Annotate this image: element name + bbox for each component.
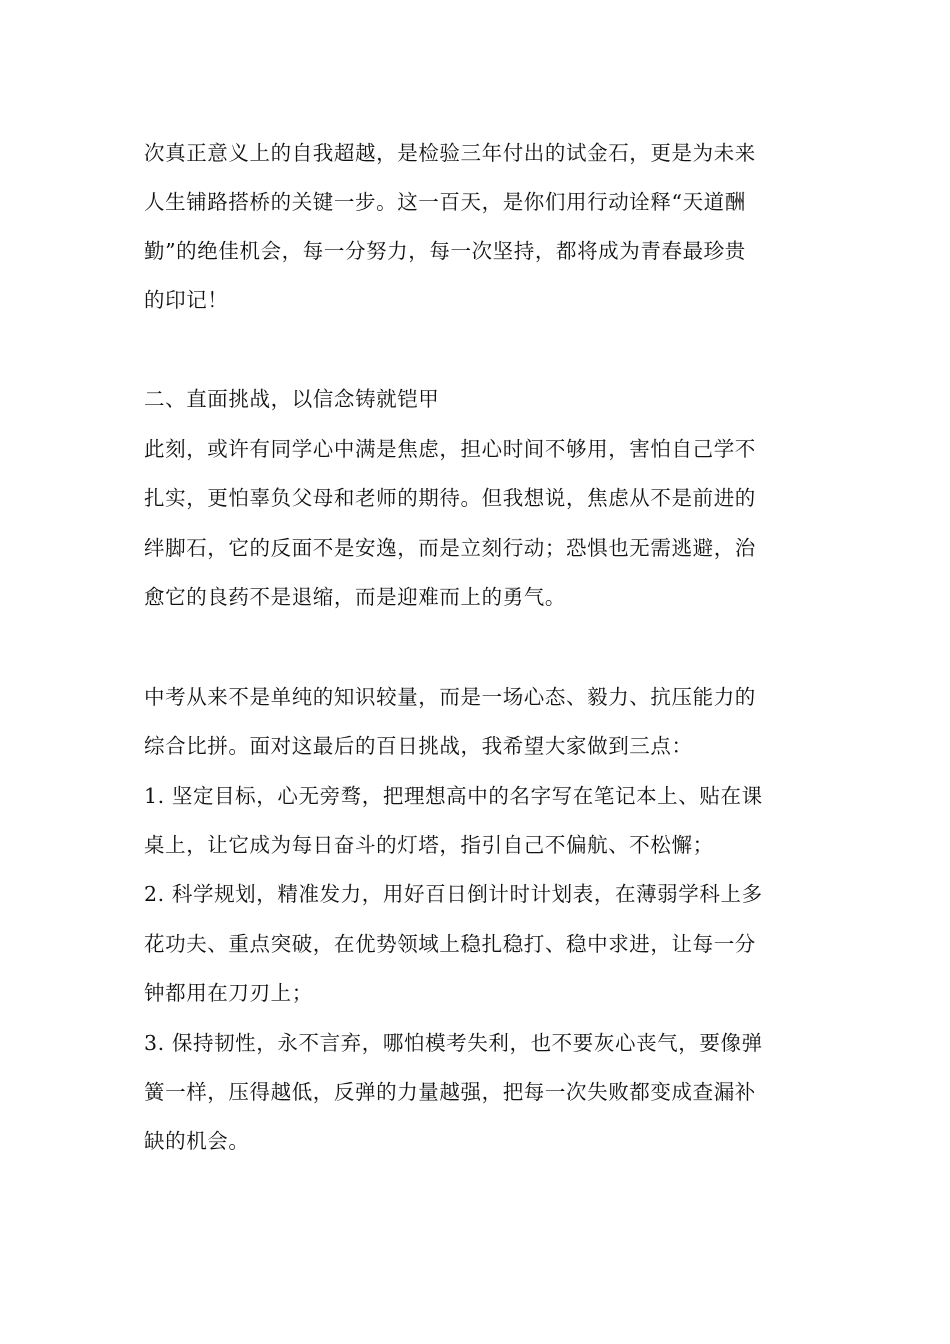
- paragraph-line: 次真正意义上的自我超越，是检验三年付出的试金石，更是为未来: [144, 141, 756, 165]
- list-item-line: 2. 科学规划，精准发力，用好百日倒计时计划表，在薄弱学科上多: [144, 882, 763, 906]
- paragraph-line: 绊脚石，它的反面不是安逸，而是立刻行动；恐惧也无需逃避，治: [144, 536, 756, 560]
- list-item-line: 花功夫、重点突破，在优势领域上稳扎稳打、稳中求进，让每一分: [144, 932, 756, 956]
- paragraph-line: 的印记！: [144, 288, 229, 312]
- section-heading: 二、直面挑战，以信念铸就铠甲: [144, 387, 440, 411]
- paragraph-line: 扎实，更怕辜负父母和老师的期待。但我想说，焦虑从不是前进的: [144, 486, 756, 510]
- list-item-line: 3. 保持韧性，永不言弃，哪怕模考失利，也不要灰心丧气，要像弹: [144, 1031, 763, 1055]
- list-item-line: 桌上，让它成为每日奋斗的灯塔，指引自己不偏航、不松懈；: [144, 833, 714, 857]
- list-item-line: 钟都用在刀刃上；: [144, 981, 313, 1005]
- list-item-line: 簧一样，压得越低，反弹的力量越强，把每一次失败都变成查漏补: [144, 1080, 756, 1104]
- paragraph-line: 人生铺路搭桥的关键一步。这一百天，是你们用行动诠释“天道酬: [144, 190, 746, 214]
- paragraph-line: 此刻，或许有同学心中满是焦虑，担心时间不够用，害怕自己学不: [144, 437, 756, 461]
- paragraph-line: 愈它的良药不是退缩，而是迎难而上的勇气。: [144, 585, 566, 609]
- list-item-line: 缺的机会。: [144, 1129, 250, 1153]
- paragraph-line: 中考从来不是单纯的知识较量，而是一场心态、毅力、抗压能力的: [144, 685, 756, 709]
- list-item-line: 1. 坚定目标，心无旁骛，把理想高中的名字写在笔记本上、贴在课: [144, 784, 763, 808]
- paragraph-line: 综合比拼。面对这最后的百日挑战，我希望大家做到三点：: [144, 734, 693, 758]
- paragraph-line: 勤”的绝佳机会，每一分努力，每一次坚持，都将成为青春最珍贵: [144, 239, 746, 263]
